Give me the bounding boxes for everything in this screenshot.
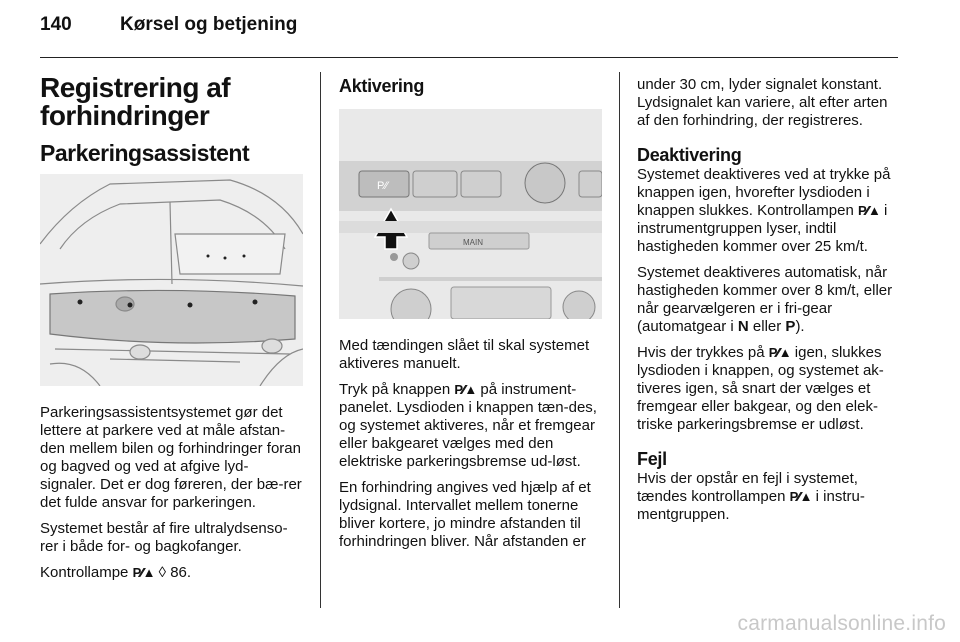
chapter-title: Kørsel og betjening — [120, 14, 298, 35]
deactivation-paragraph-1: Systemet deaktiveres ved at trykke på knappen igen, hvorefter lysdioden i knappen slukkes. Kontrollampen P⁄⁄▲ i instrumentgruppen lyser, indtil hastigheden kommer over 25 km/t. — [637, 166, 891, 255]
dashboard-button-illustration — [339, 109, 602, 319]
deactivation-paragraph-2: Systemet deaktiveres automatisk, når hastigheden kommer over 8 km/t, eller når gearvælgeren er i fri-gear (automatgear i N eller P). — [637, 264, 893, 335]
fault-heading: Fejl — [637, 449, 667, 469]
intro-paragraph: Parkeringsassistentsystemet gør det lettere at parkere ved at måle afstan-den mellem bilen og forhindringer foran og bagved og ved at afgive lyd-signaler. Det er dog føreren, der bæ-rer det fulde ansvar for parkeringen. — [40, 404, 302, 511]
deactivation-paragraph-3: Hvis der trykkes på P⁄⁄▲ igen, slukkes lysdioden i knappen, og systemet ak-tiveres igen, så snart der vælges et fremgear eller bakgear, og den elek-triske parkeringsbremse er udløst. — [637, 344, 884, 433]
park-assist-icon: P⁄⁄▲ — [132, 565, 155, 580]
park-assist-icon: P⁄⁄▲ — [857, 203, 880, 218]
deactivation-heading: Deaktivering — [637, 145, 742, 165]
column-divider — [619, 72, 620, 608]
continued-paragraph: under 30 cm, lyder signalet konstant. Lydsignalet kan variere, alt efter arten af den forhindring, der registreres. — [637, 76, 888, 129]
subsection-heading: Parkeringsassistent — [40, 140, 250, 166]
column-divider — [320, 72, 321, 608]
activation-paragraph-3: En forhindring angives ved hjælp af et lydsignal. Intervallet mellem tonerne bliver kortere, jo mindre afstanden til forhindringen bliver. Når afstanden er — [339, 479, 591, 550]
main-label: MAIN — [463, 238, 483, 247]
page-header — [40, 14, 297, 36]
park-assist-icon: P⁄⁄▲ — [789, 489, 812, 504]
page-number: 140 — [40, 14, 72, 35]
section-heading: Registrering af forhindringer — [40, 72, 231, 131]
fault-paragraph: Hvis der opstår en fejl i systemet, tændes kontrollampen P⁄⁄▲ i instru-mentgruppen. — [637, 470, 865, 523]
indicator-reference: Kontrollampe P⁄⁄▲ ◊ 86. — [40, 564, 192, 581]
sensors-paragraph: Systemet består af fire ultralydsenso-rer i både for- og bagkofanger. — [40, 520, 288, 555]
activation-paragraph-2: Tryk på knappen P⁄⁄▲ på instrument-panelet. Lysdioden i knappen tæn-des, og systemet aktiveres, når et fremgear eller bakgearet vælges med den elektriske parkeringsbremse ud-løst. — [339, 381, 597, 470]
activation-heading: Aktivering — [339, 76, 425, 96]
column-2 — [339, 75, 602, 559]
activation-paragraph-1: Med tændingen slået til skal systemet aktiveres manuelt. — [339, 337, 590, 372]
park-assist-icon: P⁄⁄▲ — [768, 345, 791, 360]
button-label: P⁄⁄ — [377, 180, 389, 192]
rear-bumper-illustration — [40, 174, 303, 386]
column-3 — [637, 76, 901, 532]
watermark: carmanualsonline.info — [737, 612, 946, 635]
column-1 — [40, 72, 303, 590]
header-rule — [40, 57, 898, 58]
park-assist-icon: P⁄⁄▲ — [454, 382, 477, 397]
